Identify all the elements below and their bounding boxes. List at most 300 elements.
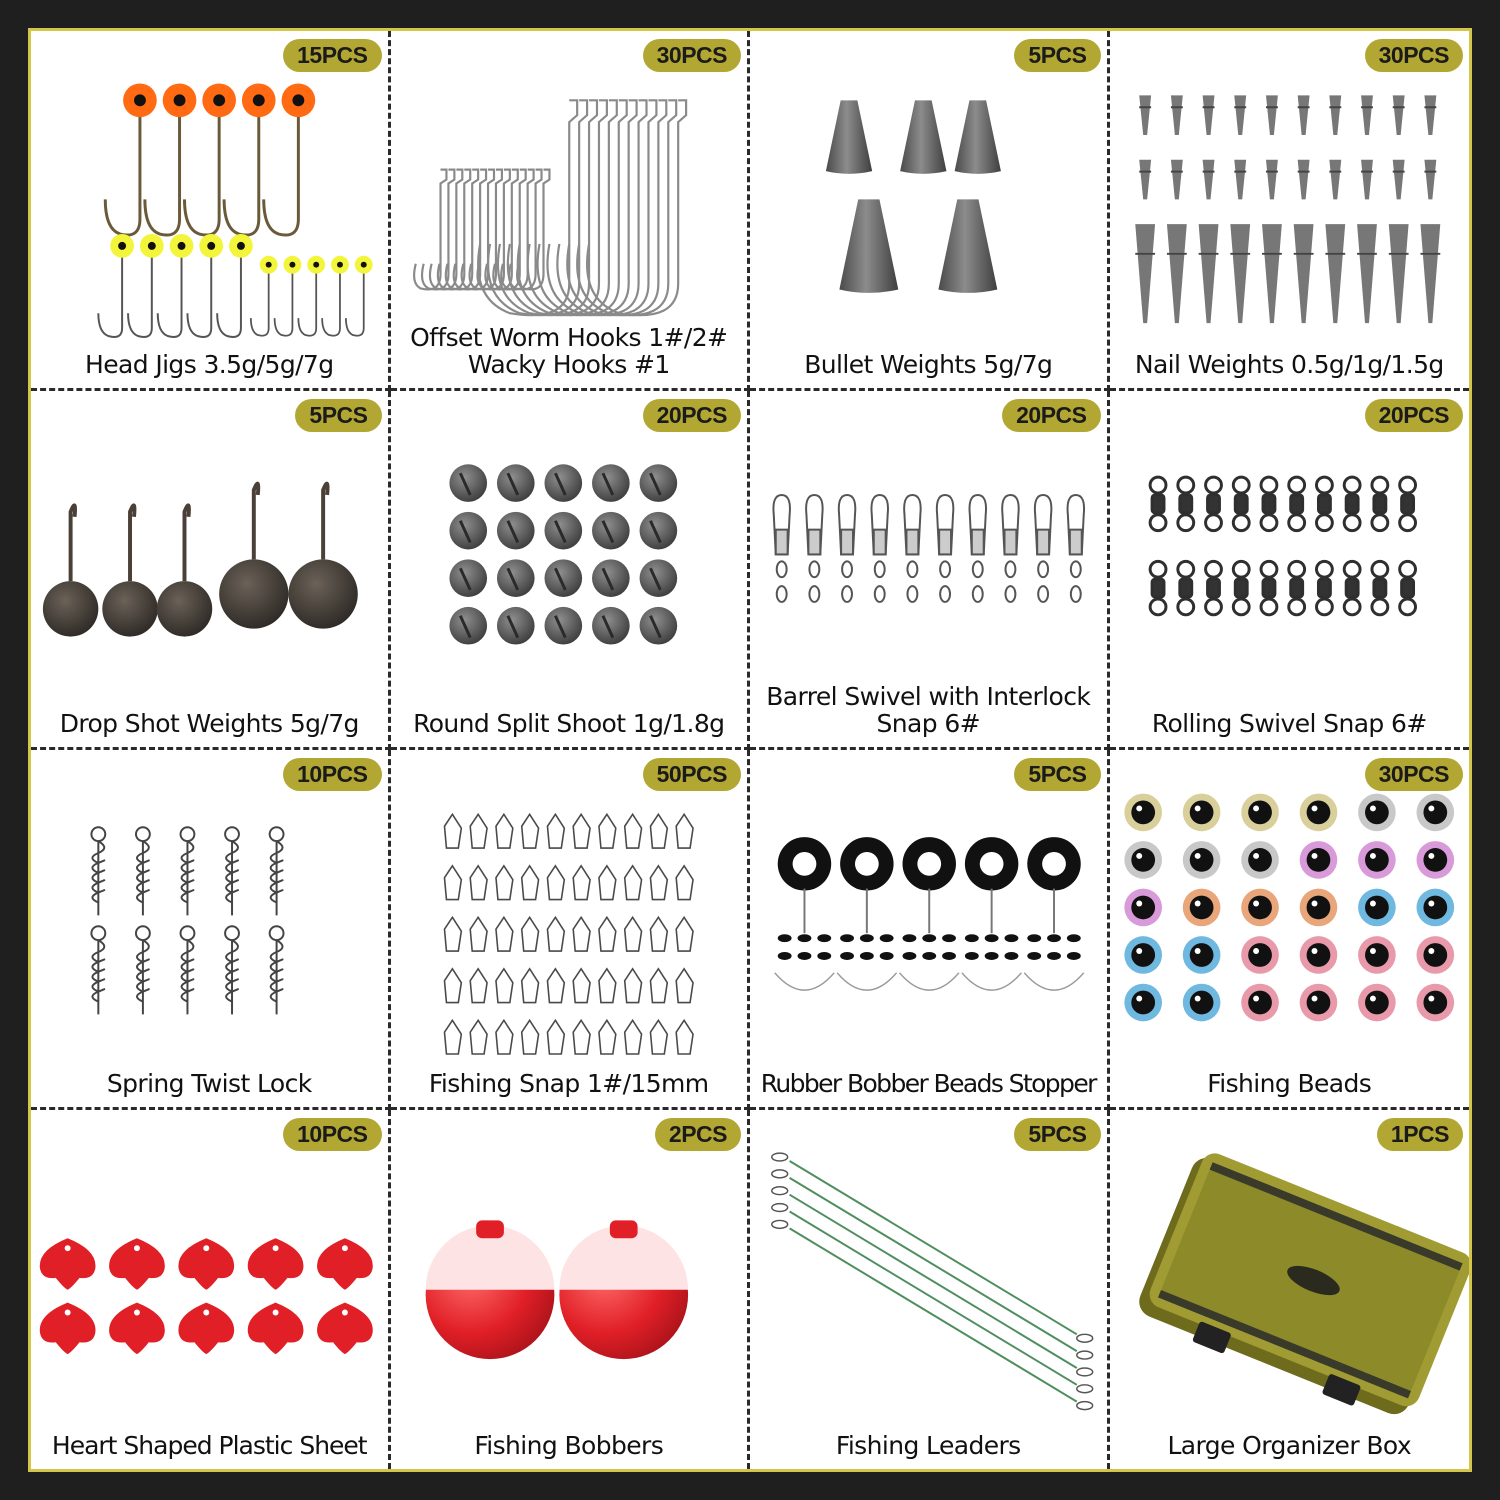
bead-glint: [1136, 996, 1142, 1002]
snap: [547, 917, 564, 951]
snap: [495, 917, 512, 951]
nail-weight: [1357, 224, 1377, 323]
snap-sleeve: [776, 529, 788, 554]
snap-icon: [391, 750, 748, 1107]
drop-shot-clip: [184, 505, 188, 581]
split-shot: [449, 511, 487, 549]
cell-bobber-stopper: [750, 750, 1110, 1110]
stopper-hole: [1042, 852, 1066, 876]
swivel-eye: [777, 561, 787, 577]
leader-swivel: [772, 1203, 788, 1211]
stopper-bead: [922, 934, 936, 942]
swivel-barrel: [1152, 494, 1164, 512]
swivel-eye: [1071, 561, 1081, 577]
bead-eye: [1189, 801, 1213, 825]
swivel-barrel: [1263, 494, 1275, 512]
bead-glint: [1194, 901, 1200, 907]
bead-glint: [1428, 996, 1434, 1002]
leader-snap: [1077, 1367, 1093, 1375]
swivel-barrel: [1290, 494, 1302, 512]
split-shot: [544, 606, 582, 644]
nail-weight: [1234, 95, 1246, 135]
heart-hole: [134, 1245, 140, 1251]
bead-eye: [1423, 896, 1447, 920]
swivel-ring: [1261, 598, 1277, 614]
leader-wire: [790, 1211, 1077, 1384]
split-shot: [544, 511, 582, 549]
bead-glint: [1194, 996, 1200, 1002]
nail-weight: [1392, 160, 1404, 200]
stopper-bead: [798, 952, 812, 960]
bead-glint: [1253, 996, 1259, 1002]
twist-lock-icon: [31, 750, 388, 1107]
snap: [495, 1020, 512, 1054]
bead-eye: [1131, 801, 1155, 825]
stopper-hole: [917, 852, 941, 876]
snap: [650, 866, 667, 900]
bead-glint: [1136, 901, 1142, 907]
stopper-bead: [860, 952, 874, 960]
heart-hole: [203, 1309, 209, 1315]
swivel-barrel: [1179, 494, 1191, 512]
snap: [650, 1020, 667, 1054]
leader-icon: [750, 1110, 1107, 1470]
bead-glint: [1428, 853, 1434, 859]
jig-eye: [253, 94, 265, 106]
count-badge: 15PCS: [283, 39, 381, 72]
snap: [495, 814, 512, 848]
split-shot: [639, 559, 677, 597]
snap-sleeve: [1005, 529, 1017, 554]
stopper-bead: [1027, 952, 1041, 960]
nail-weight: [1198, 224, 1218, 323]
nail-weight: [1361, 160, 1373, 200]
item-label: Barrel Swivel with Interlock: [766, 682, 1091, 711]
nail-weight: [1293, 224, 1313, 323]
nail-weight: [1230, 224, 1250, 323]
snap-sleeve: [841, 529, 853, 554]
stopper-bead: [1005, 934, 1019, 942]
bead-eye: [1423, 801, 1447, 825]
drop-shot-weight-icon: [31, 391, 388, 748]
heart-hole: [342, 1309, 348, 1315]
swivel-barrel: [1401, 579, 1413, 597]
bullet-weight: [900, 100, 946, 174]
jig-eye: [266, 262, 272, 268]
heart-sheet-icon: [31, 1110, 388, 1470]
stopper-bead: [1067, 934, 1081, 942]
stopper-bead: [778, 952, 792, 960]
drop-shot-ball: [219, 559, 288, 628]
count-badge: 2PCS: [655, 1118, 741, 1151]
snap: [650, 917, 667, 951]
swivel-eye: [1005, 561, 1015, 577]
stopper-bead: [880, 952, 894, 960]
bullet-weight: [826, 100, 872, 174]
swivel-ring: [1177, 598, 1193, 614]
twist-loop: [181, 926, 195, 940]
snap: [470, 1020, 487, 1054]
cell-round-split-shoot: [391, 391, 751, 751]
nail-weight: [1361, 95, 1373, 135]
hook: [547, 100, 646, 315]
nail-weight: [1139, 95, 1151, 135]
item-label-second: Snap 6#: [876, 709, 980, 738]
swivel-eye: [940, 586, 950, 602]
swivel-ring: [1316, 561, 1332, 577]
heart-hole: [273, 1309, 279, 1315]
stopper-bead: [985, 952, 999, 960]
stopper-loop: [1024, 973, 1083, 990]
bead-glint: [1253, 948, 1259, 954]
jig-hook: [322, 269, 340, 336]
swivel-barrel: [1318, 579, 1330, 597]
item-label: Fishing Bobbers: [474, 1431, 664, 1460]
drop-shot-clip: [254, 483, 258, 559]
bead-eye: [1365, 896, 1389, 920]
swivel-eye: [973, 561, 983, 577]
item-label: Rubber Bobber Beads Stopper: [760, 1068, 1096, 1098]
cell-fishing-bobbers: [391, 1110, 751, 1470]
leader-wire: [790, 1228, 1077, 1401]
count-badge: 20PCS: [1002, 399, 1100, 432]
bead-glint: [1428, 901, 1434, 907]
bead-eye: [1131, 943, 1155, 967]
split-shot: [592, 511, 630, 549]
split-shot: [639, 464, 677, 502]
nail-weight: [1234, 160, 1246, 200]
swivel-eye: [875, 561, 885, 577]
swivel-ring: [1288, 477, 1304, 493]
stopper-bead: [922, 952, 936, 960]
swivel-ring: [1261, 477, 1277, 493]
swivel-eye: [842, 586, 852, 602]
swivel-eye: [1038, 561, 1048, 577]
swivel-ring: [1177, 514, 1193, 530]
cell-head-jigs: [31, 31, 391, 391]
count-badge: 5PCS: [1014, 39, 1100, 72]
bead-glint: [1311, 948, 1317, 954]
stopper-bead: [880, 934, 894, 942]
bead-eye: [1189, 943, 1213, 967]
snap: [676, 917, 693, 951]
product-grid: [28, 28, 1472, 1472]
item-label: Fishing Leaders: [835, 1431, 1021, 1460]
jig-eye: [337, 262, 343, 268]
leader-swivel: [772, 1169, 788, 1177]
swivel-eye: [973, 586, 983, 602]
bead-glint: [1428, 948, 1434, 954]
stopper-bead: [798, 934, 812, 942]
swivel-ring: [1371, 514, 1387, 530]
bullet-weight: [955, 100, 1001, 174]
item-label: Heart Shaped Plastic Sheet: [51, 1431, 367, 1460]
hook: [577, 100, 676, 315]
twist-loop: [136, 926, 150, 940]
count-badge: 50PCS: [643, 758, 741, 791]
split-shot-icon: [391, 391, 748, 748]
cell-bullet-weights: [750, 31, 1110, 391]
hook: [587, 100, 686, 315]
count-badge: 30PCS: [1365, 39, 1463, 72]
swivel-ring: [1233, 598, 1249, 614]
stopper-loop: [775, 973, 834, 990]
snap: [444, 866, 461, 900]
drop-shot-ball: [157, 581, 212, 636]
hook: [517, 100, 616, 315]
bead-eye: [1365, 991, 1389, 1015]
twist-loop: [225, 926, 239, 940]
stopper-bead: [965, 934, 979, 942]
jig-eye: [148, 242, 156, 250]
snap: [598, 969, 615, 1003]
split-shot: [449, 559, 487, 597]
stopper-hole: [793, 852, 817, 876]
snap: [573, 1020, 590, 1054]
nail-weight: [1329, 95, 1341, 135]
snap: [547, 814, 564, 848]
bobber-cap: [609, 1220, 637, 1238]
snap: [676, 969, 693, 1003]
snap: [573, 814, 590, 848]
snap: [598, 917, 615, 951]
bead-glint: [1311, 901, 1317, 907]
nail-weight: [1139, 160, 1151, 200]
hook: [557, 100, 656, 315]
stopper-bead: [1005, 952, 1019, 960]
snap: [624, 814, 641, 848]
item-label: Spring Twist Lock: [106, 1068, 312, 1098]
jig-hook: [187, 251, 211, 337]
swivel-ring: [1288, 561, 1304, 577]
drop-shot-clip: [323, 483, 327, 559]
split-shot: [639, 511, 677, 549]
drop-shot-clip: [71, 505, 75, 581]
bobber-cap: [476, 1220, 504, 1238]
hook: [509, 170, 541, 290]
bead-eye: [1248, 848, 1272, 872]
twist-loop: [270, 926, 284, 940]
nail-weight: [1297, 160, 1309, 200]
leader-snap: [1077, 1351, 1093, 1359]
leader-snap: [1077, 1334, 1093, 1342]
swivel-ring: [1177, 477, 1193, 493]
stopper-bead: [778, 934, 792, 942]
hook: [537, 100, 636, 315]
snap-sleeve: [1070, 529, 1082, 554]
bobber-stopper-icon: [750, 750, 1107, 1107]
bead-eye: [1248, 801, 1272, 825]
swivel-barrel: [1401, 494, 1413, 512]
snap: [470, 814, 487, 848]
cell-offset-worm-hooks: [391, 31, 751, 391]
count-badge: 5PCS: [1014, 1118, 1100, 1151]
jig-hook: [128, 251, 152, 337]
stopper-bead: [817, 952, 831, 960]
snap: [495, 969, 512, 1003]
jig-eye: [313, 262, 319, 268]
snap: [598, 1020, 615, 1054]
jig-eye: [361, 262, 367, 268]
split-shot: [592, 464, 630, 502]
bead-glint: [1311, 853, 1317, 859]
nail-weight: [1325, 224, 1345, 323]
bullet-weight: [938, 199, 997, 293]
bead-glint: [1194, 948, 1200, 954]
bead-eye: [1131, 848, 1155, 872]
swivel-ring: [1316, 477, 1332, 493]
bead-glint: [1369, 805, 1375, 811]
count-badge: 5PCS: [1014, 758, 1100, 791]
cell-barrel-swivel: [750, 391, 1110, 751]
snap: [444, 917, 461, 951]
split-shot: [639, 606, 677, 644]
jig-hook: [158, 251, 182, 337]
swivel-eye: [1038, 586, 1048, 602]
stopper-bead: [903, 934, 917, 942]
split-shot: [496, 606, 534, 644]
stopper-bead: [1067, 952, 1081, 960]
snap: [573, 866, 590, 900]
hook: [517, 170, 549, 290]
tackle-box-icon: [1110, 1110, 1470, 1470]
jig-head-icon: [31, 31, 388, 388]
leader-snap: [1077, 1401, 1093, 1409]
split-shot: [496, 559, 534, 597]
bead-eye: [1131, 991, 1155, 1015]
jig-hook: [298, 269, 316, 336]
bead-glint: [1369, 948, 1375, 954]
nail-weight: [1202, 160, 1214, 200]
twist-loop: [91, 926, 105, 940]
bead-eye: [1306, 943, 1330, 967]
split-shot: [544, 464, 582, 502]
split-shot: [592, 606, 630, 644]
split-shot: [544, 559, 582, 597]
drop-shot-ball: [43, 581, 98, 636]
snap: [650, 814, 667, 848]
bead-glint: [1253, 853, 1259, 859]
cell-rolling-swivel: [1110, 391, 1470, 751]
swivel-ring: [1288, 598, 1304, 614]
bead-eye: [1365, 801, 1389, 825]
drop-shot-ball: [288, 559, 357, 628]
snap: [521, 917, 538, 951]
swivel-eye: [777, 586, 787, 602]
swivel-ring: [1316, 598, 1332, 614]
snap: [547, 1020, 564, 1054]
snap: [444, 814, 461, 848]
bead-eye: [1131, 896, 1155, 920]
leader-wire: [790, 1177, 1077, 1350]
swivel-ring: [1399, 514, 1415, 530]
swivel-ring: [1205, 598, 1221, 614]
item-label: Large Organizer Box: [1167, 1431, 1412, 1460]
swivel-ring: [1288, 514, 1304, 530]
swivel-barrel: [1207, 494, 1219, 512]
jig-eye: [289, 262, 295, 268]
swivel-eye: [842, 561, 852, 577]
bead-eye: [1306, 848, 1330, 872]
bead-glint: [1136, 948, 1142, 954]
swivel-ring: [1371, 561, 1387, 577]
bead-eye: [1423, 943, 1447, 967]
swivel-barrel: [1373, 494, 1385, 512]
snap: [624, 1020, 641, 1054]
heart-hole: [65, 1309, 71, 1315]
bead-eye: [1189, 896, 1213, 920]
stopper-bead: [1047, 934, 1061, 942]
swivel-eye: [940, 561, 950, 577]
stopper-bead: [817, 934, 831, 942]
bead-eye: [1365, 943, 1389, 967]
jig-hook: [98, 251, 122, 337]
swivel-ring: [1344, 598, 1360, 614]
cell-nail-weights: [1110, 31, 1470, 391]
count-badge: 1PCS: [1377, 1118, 1463, 1151]
snap: [547, 866, 564, 900]
bullet-weight: [839, 199, 898, 293]
stopper-bead: [840, 934, 854, 942]
jig-hook: [264, 105, 299, 235]
snap-sleeve: [972, 529, 984, 554]
bead-eye: [1423, 991, 1447, 1015]
twist-loop: [225, 827, 239, 841]
nail-weight: [1392, 95, 1404, 135]
snap: [624, 969, 641, 1003]
item-label: Nail Weights 0.5g/1g/1.5g: [1134, 349, 1444, 379]
swivel-eye: [1071, 586, 1081, 602]
swivel-ring: [1344, 561, 1360, 577]
nail-weight-icon: [1110, 31, 1470, 388]
bead-eye: [1423, 848, 1447, 872]
drop-shot-ball: [102, 581, 157, 636]
snap: [470, 917, 487, 951]
bead-glint: [1369, 901, 1375, 907]
cell-fishing-snap: [391, 750, 751, 1110]
swivel-eye: [809, 586, 819, 602]
bead-icon: [1110, 750, 1470, 1107]
leader-snap: [1077, 1384, 1093, 1392]
item-label: Bullet Weights 5g/7g: [804, 349, 1053, 379]
swivel-ring: [1150, 477, 1166, 493]
count-badge: 30PCS: [643, 39, 741, 72]
split-shot: [496, 511, 534, 549]
nail-weight: [1166, 224, 1186, 323]
swivel-barrel: [1152, 579, 1164, 597]
snap: [444, 1020, 461, 1054]
heart-hole: [273, 1245, 279, 1251]
bead-eye: [1306, 801, 1330, 825]
snap: [521, 866, 538, 900]
bead-glint: [1369, 996, 1375, 1002]
stopper-bead: [942, 934, 956, 942]
twist-loop: [91, 827, 105, 841]
hook: [567, 100, 666, 315]
snap: [650, 969, 667, 1003]
swivel-barrel: [1373, 579, 1385, 597]
swivel-ring: [1233, 514, 1249, 530]
bead-eye: [1365, 848, 1389, 872]
stopper-bead: [942, 952, 956, 960]
snap: [598, 866, 615, 900]
stopper-bead: [860, 934, 874, 942]
bead-eye: [1248, 991, 1272, 1015]
bead-eye: [1306, 991, 1330, 1015]
leader-wire: [790, 1161, 1077, 1334]
swivel-barrel: [1235, 579, 1247, 597]
leader-swivel: [772, 1153, 788, 1161]
